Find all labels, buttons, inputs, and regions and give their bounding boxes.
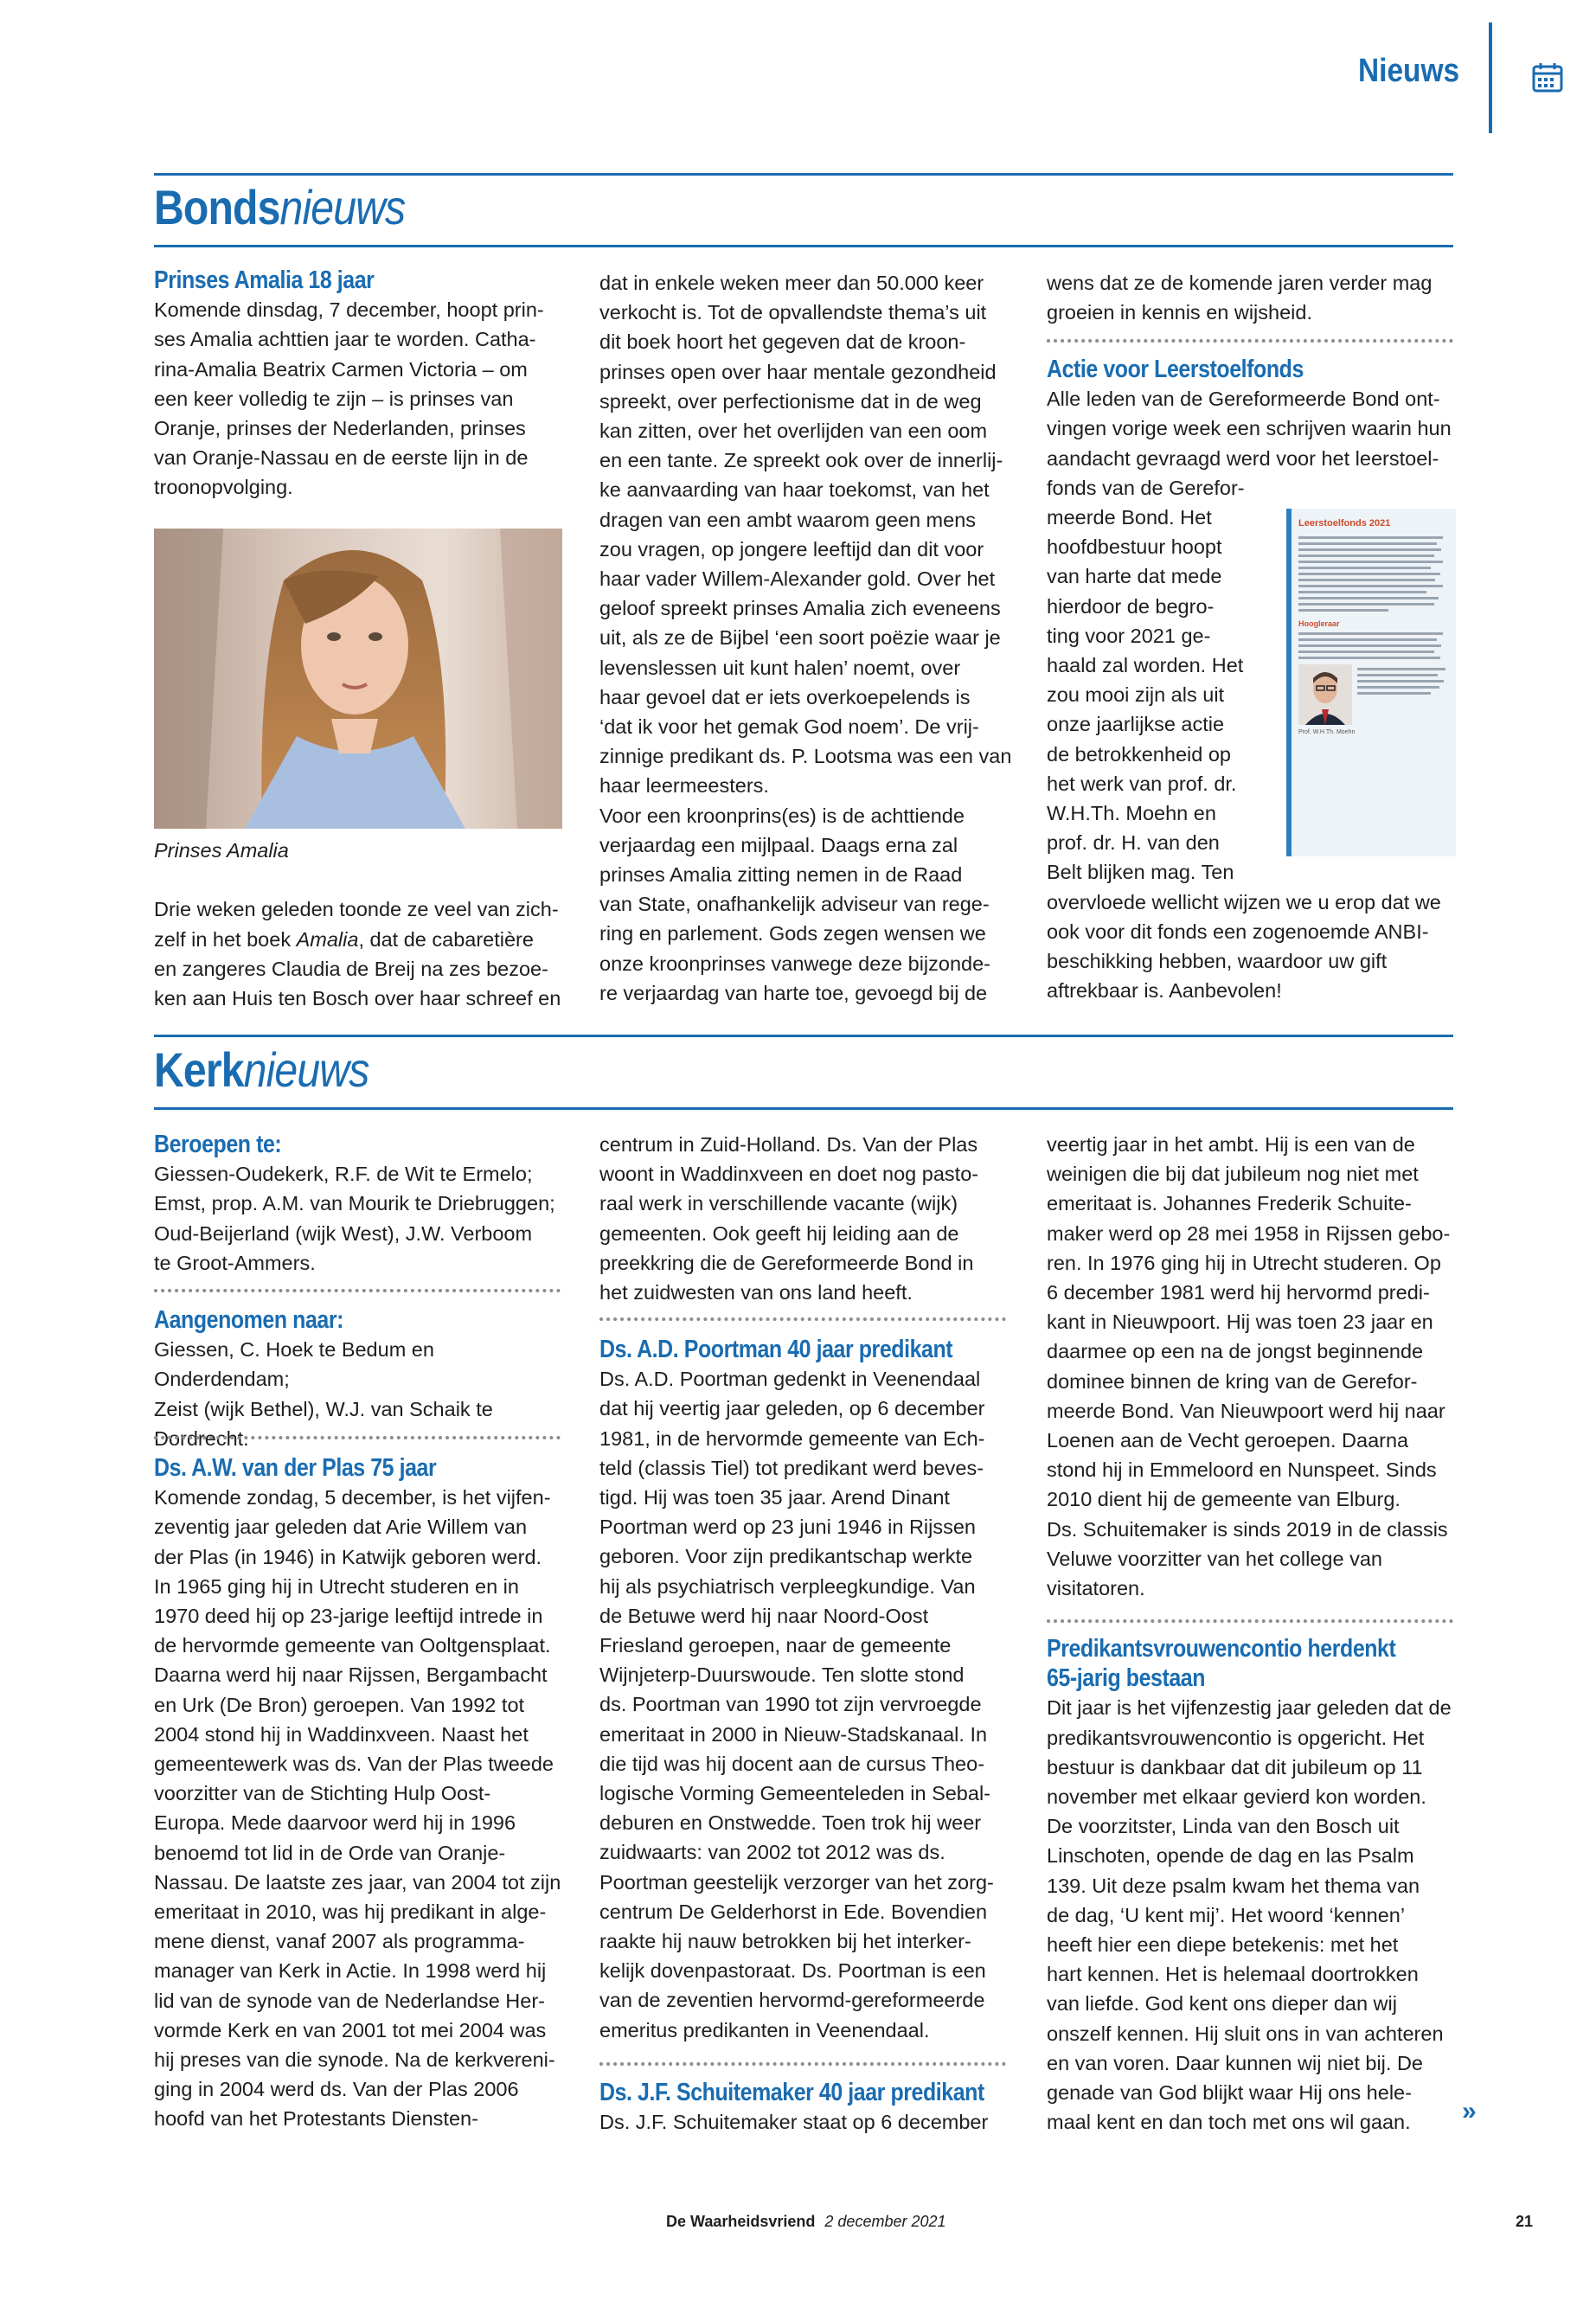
text-line: visitatoren.	[1047, 1577, 1145, 1600]
text-line: emeritaat in 2000 in Nieuw-Stadskanaal. In	[599, 1722, 988, 1746]
text-line: mene dienst, vanaf 2007 als programma-	[154, 1930, 525, 1953]
text-line: gemeenten. Ook geeft hij leiding aan de	[599, 1221, 959, 1245]
text-line: Dit jaar is het vijfenzestig jaar geleden dat de	[1047, 1696, 1452, 1720]
text-line: overvloede wellicht wijzen we u erop dat we	[1047, 890, 1441, 913]
text-line: van State, onafhankelijk adviseur van rege-	[599, 893, 990, 916]
text-line: Zeist (wijk Bethel), W.J. van Schaik te	[154, 1397, 493, 1420]
text-line: Ds. Schuitemaker is sinds 2019 in de classis	[1047, 1517, 1448, 1541]
text-line: rina-Amalia Beatrix Carmen Victoria – om	[154, 357, 528, 381]
text-line: haald zal worden. Het	[1047, 654, 1244, 677]
text-line: 2004 stond hij in Waddinxveen. Naast het	[154, 1722, 529, 1746]
text-line: die tijd was hij docent aan de cursus Theo-	[599, 1752, 985, 1775]
text-line: manager van Kerk in Actie. In 1998 werd hij	[154, 1959, 547, 1983]
text-line: november met elkaar gevierd kon worden.	[1047, 1785, 1426, 1809]
text-line: Voor een kroonprins(es) is de achttiende	[599, 804, 965, 827]
kerk-col-2-schuitemaker	[599, 2078, 1015, 2137]
bondsnieuws-title: Bondsnieuws	[154, 180, 406, 234]
text-line: wens dat ze de komende jaren verder mag	[1047, 272, 1433, 294]
footer	[0, 2210, 1596, 2236]
text-line: raakte hij nauw betrokken bij het interker-	[599, 1930, 971, 1953]
text-line: dominee binnen de kring van de Gerefor-	[1047, 1369, 1418, 1393]
text-line: prof. dr. H. van den	[1047, 831, 1220, 855]
text-line: Emst, prop. A.M. van Mourik te Driebruggen;	[154, 1192, 555, 1215]
vanderplas-heading: Ds. A.W. van der Plas 75 jaar	[154, 1454, 437, 1482]
kerk-col-3-predikantsvrouwen	[1047, 1634, 1458, 2137]
text-line: voorzitter van de Stichting Hulp Oost-	[154, 1782, 491, 1805]
text-line: onze kroonprinses vanwege deze bijzonde-	[599, 952, 991, 975]
text-line: centrum De Gelderhorst in Ede. Bovendien	[599, 1900, 988, 1923]
text-line: ren. In 1976 ging hij in Utrecht studeren. Op	[1047, 1251, 1441, 1274]
text-line: haar leermeesters.	[599, 774, 769, 798]
bonds-col-3	[1047, 268, 1458, 327]
text-line: dit boek hoort het gegeven dat de kroon-	[599, 330, 966, 354]
text-line: het werk van prof. dr.	[1047, 772, 1237, 795]
text-line: lid van de synode van de Nederlandse Her-	[154, 1989, 545, 2012]
separator-dots	[1047, 339, 1453, 343]
text-line: en van voren. Daar kunnen wij niet bij. De	[1047, 2051, 1423, 2074]
text-line: Friesland geroepen, naar de gemeente	[599, 1634, 952, 1657]
text-line: centrum in Zuid-Holland. Ds. Van der Plas	[599, 1133, 978, 1156]
text-line: hoofdbestuur hoopt	[1047, 535, 1222, 559]
text-line: ke aanvaarding van haar toekomst, van het	[599, 478, 990, 502]
text-line: stond hij in Emmeloord en Nunspeet. Sinds	[1047, 1458, 1437, 1482]
page-header	[0, 0, 1596, 138]
section-label: Nieuws	[1358, 53, 1460, 89]
text-line: emeritus predikanten in Veenendaal.	[599, 2018, 930, 2041]
header-divider	[1489, 22, 1492, 133]
text-line: ting voor 2021 ge-	[1047, 624, 1211, 647]
kerk-col-1-aangenomen	[154, 1305, 565, 1453]
kerk-col-3-schuitemaker	[1047, 1130, 1458, 1603]
predikantsvrouwen-heading-1: Predikantsvrouwencontio herdenkt	[1047, 1635, 1396, 1663]
text-line: Europa. Mede daarvoor werd hij in 1996	[154, 1811, 516, 1835]
footer-credit	[666, 2210, 946, 2233]
separator-dots	[599, 1317, 1006, 1321]
text-line: geboren. Voor zijn predikantschap werkte	[599, 1545, 973, 1568]
text-line: prinses Amalia zitting nemen in de Raad	[599, 863, 963, 887]
kerknieuws-title: Kerknieuws	[154, 1042, 369, 1097]
text-line: zinnige predikant ds. P. Lootsma was een van	[599, 745, 1012, 768]
text-line: levenslessen uit kunt halen’ noemt, over	[599, 656, 961, 679]
text-line: 6 december 1981 werd hij hervormd predi-	[1047, 1281, 1430, 1304]
text-line: Drie weken geleden toonde ze veel van zich-	[154, 898, 559, 921]
text-line: beschikking hebben, waardoor uw gift	[1047, 950, 1388, 973]
separator-dots	[1047, 1619, 1453, 1623]
kerknieuws-top-rule	[154, 1035, 1453, 1037]
text-line: maal kent en dan toch met ons wil gaan.	[1047, 2111, 1411, 2134]
text-line: en zangeres Claudia de Breij na zes bezoe-	[154, 957, 548, 980]
separator-dots	[154, 1289, 561, 1292]
text-line: te Groot-Ammers.	[154, 1251, 316, 1274]
text-line: verjaardag een mijlpaal. Daags erna zal	[599, 833, 958, 856]
calendar-icon	[1531, 61, 1564, 93]
text-line: en Urk (De Bron) geroepen. Van 1992 tot	[154, 1693, 525, 1716]
insert-portrait	[1298, 664, 1352, 725]
text-line: Poortman geestelijk verzorger van het zorg-	[599, 1870, 994, 1894]
separator-dots	[154, 1436, 561, 1439]
text-line: Daarna werd hij naar Rijssen, Bergambacht	[154, 1663, 548, 1687]
text-line: ken aan Huis ten Bosch over haar schreef en	[154, 987, 561, 1009]
text-line: Oud-Beijerland (wijk West), J.W. Verboom	[154, 1221, 533, 1245]
text-line: onszelf kennen. Hij sluit ons in van achteren	[1047, 2022, 1444, 2045]
text-line: hoofd van het Protestants Diensten-	[154, 2107, 478, 2131]
insert-subheading: Hoogleraar	[1298, 619, 1340, 628]
text-line: Ds. J.F. Schuitemaker staat op 6 december	[599, 2111, 989, 2134]
text-line: logische Vorming Gemeenteleden in Sebal-	[599, 1782, 990, 1805]
bonds-col-1	[154, 266, 565, 503]
aangenomen-heading: Aangenomen naar:	[154, 1306, 344, 1334]
text-line: 1970 deed hij op 23-jarige leeftijd intrede in	[154, 1605, 543, 1628]
kerk-col-2-poortman	[599, 1335, 1015, 2045]
text-line: ook voor dit fonds een zogenoemde ANBI-	[1047, 920, 1429, 943]
text-line: dragen van een ambt waarom geen mens	[599, 508, 977, 531]
text-line: Poortman werd op 23 juni 1946 in Rijssen	[599, 1516, 977, 1539]
text-line: Giessen, C. Hoek te Bedum en Onderdendam;	[154, 1338, 434, 1391]
text-line: fonds van de Gerefor-	[1047, 476, 1245, 499]
text-line: veertig jaar in het ambt. Hij is een van de	[1047, 1133, 1415, 1156]
continue-marker: »	[1462, 2097, 1477, 2125]
text-line: Dordrecht.	[154, 1426, 249, 1450]
text-line: Loenen aan de Vecht geroepen. Daarna	[1047, 1429, 1409, 1452]
text-line: raal werk in verschillende vacante (wijk)	[599, 1192, 958, 1215]
text-line: heeft hier een diepe betekenis: met het	[1047, 1933, 1399, 1957]
text-line: aandacht gevraagd werd voor het leerstoel-	[1047, 446, 1439, 470]
text-line: Linschoten, opende de dag en las Psalm	[1047, 1844, 1414, 1868]
text-line: van liefde. God kent ons dieper dan wij	[1047, 1992, 1397, 2016]
text-line: Wijnjeterp-Duurswoude. Ten slotte stond	[599, 1663, 965, 1687]
text-line: troonopvolging.	[154, 476, 293, 499]
text-line: groeien in kennis en wijsheid.	[1047, 301, 1312, 324]
text-line: Komende dinsdag, 7 december, hoopt prin-	[154, 298, 544, 322]
text-line: Nassau. De laatste zes jaar, van 2004 tot zijn	[154, 1870, 561, 1894]
insert-body	[1298, 536, 1449, 612]
text-line: een keer volledig te zijn – is prinses van	[154, 387, 514, 410]
text-line: W.H.Th. Moehn en	[1047, 802, 1216, 825]
text-line: zeventig jaar geleden dat Arie Willem van	[154, 1516, 528, 1539]
predikantsvrouwen-heading-2: 65-jarig bestaan	[1047, 1664, 1206, 1693]
kerk-col-2-top	[599, 1130, 1015, 1307]
text-line: ging in 2004 werd ds. Van der Plas 2006	[154, 2078, 519, 2101]
text-line: ds. Poortman van 1990 tot zijn vervroegde	[599, 1693, 982, 1716]
text-line: re verjaardag van harte toe, gevoegd bij de	[599, 981, 988, 1004]
text-line: 139. Uit deze psalm kwam het thema van	[1047, 1874, 1420, 1897]
kerk-col-1-top	[154, 1130, 565, 1278]
text-line: vormde Kerk en van 2001 tot mei 2004 was	[154, 2018, 547, 2041]
text-line: Oranje, prinses der Nederlanden, prinses	[154, 417, 526, 440]
text-line: hart kennen. Het is helemaal doortrokken	[1047, 1963, 1419, 1986]
magazine-name: De Waarheidsvriend	[666, 2213, 816, 2230]
text-line: 2010 dient hij de gemeente van Elburg.	[1047, 1488, 1401, 1511]
bonds-col-1-lower: Prinses Amalia Drie weken geleden toonde ze veel van zich- zelf in het boek Amalia, dat de cabaretière en zangeres Claudia de Breij na zes bezoe- ken aan Huis ten Bosch over haar schreef en	[154, 836, 565, 1013]
kerk-col-1-vanderplas	[154, 1453, 565, 2134]
text-line: de dag, ‘U kent mij’. Het woord ‘kennen’	[1047, 1903, 1406, 1926]
text-line: onze jaarlijkse actie	[1047, 713, 1225, 736]
amalia-photo	[154, 529, 562, 829]
amalia-heading: Prinses Amalia 18 jaar	[154, 266, 375, 294]
page-number: 21	[1516, 2213, 1534, 2230]
leerstoelfonds-insert	[1286, 509, 1456, 856]
text-line: uit, als ze de Bijbel ‘een soort poëzie waar je	[599, 626, 1001, 650]
text-line: Alle leden van de Gereformeerde Bond ont-	[1047, 388, 1440, 411]
text-line: het zuidwesten van ons land heeft.	[599, 1281, 913, 1304]
text-line: geloof spreekt prinses Amalia zich eveneens	[599, 597, 1001, 620]
schuitemaker-heading: Ds. J.F. Schuitemaker 40 jaar predikant	[599, 2079, 984, 2106]
text-line: deburen en Onstwedde. Toen trok hij weer	[599, 1811, 982, 1835]
text-line: emeritaat in 2010, was hij predikant in alge-	[154, 1900, 547, 1924]
text-line: zou mooi zijn als uit	[1047, 683, 1225, 707]
amalia-photo-caption: Prinses Amalia	[154, 839, 289, 862]
text-line: dat hij veertig jaar geleden, op 6 december	[599, 1397, 985, 1420]
text-line: ses Amalia achttien jaar te worden. Catha-	[154, 328, 536, 351]
text-line: daarmee op een na de jongst beginnende	[1047, 1340, 1424, 1363]
text-line: emeritaat is. Johannes Frederik Schuite-	[1047, 1192, 1412, 1215]
text-line: bestuur is dankbaar dat dit jubileum op 11	[1047, 1755, 1423, 1779]
text-line: predikantsvrouwencontio is opgericht. Het	[1047, 1726, 1425, 1749]
text-line: van de zeventien hervormd-gereformeerde	[599, 1989, 985, 2012]
text-line: zuidwaarts: van 2002 tot 2012 was ds.	[599, 1841, 945, 1864]
text-line: spreekt, over perfectionisme dat in de weg	[599, 389, 982, 413]
text-line: preekkring die de Gereformeerde Bond in	[599, 1251, 974, 1274]
text-line: Belt blijken mag. Ten	[1047, 861, 1234, 884]
text-line: kant in Nieuwpoort. Hij was toen 23 jaar en	[1047, 1311, 1433, 1334]
text-line: de betrokkenheid op	[1047, 742, 1231, 766]
text-line: hij als psychiatrisch verpleegkundige. Van	[599, 1574, 976, 1598]
text-line: de hervormde gemeente van Ooltgensplaat.	[154, 1634, 551, 1657]
text-line: zou vragen, op jongere leeftijd dan dit voor	[599, 537, 984, 561]
text-line: teld (classis Tiel) tot predikant werd beves-	[599, 1456, 984, 1479]
text-line: verkocht is. Tot de opvallendste thema’s uit	[599, 301, 987, 324]
text-line: 1981, in de hervormde gemeente van Ech-	[599, 1426, 985, 1450]
text-line: haar vader Willem-Alexander gold. Over het	[599, 567, 996, 591]
text-line: vingen vorige week een schrijven waarin hun	[1047, 417, 1452, 440]
text-line: maker werd op 28 mei 1958 in Rijssen gebo-	[1047, 1221, 1451, 1245]
text-line: hij preses van die synode. Na de kerkvereni-	[154, 2048, 555, 2072]
kerknieuws-bottom-rule	[154, 1107, 1453, 1110]
leerstoel-heading: Actie voor Leerstoelfonds	[1047, 356, 1304, 383]
text-line: dat in enkele weken meer dan 50.000 keer	[599, 272, 984, 294]
insert-photo-caption: Prof. W.H.Th. Moehn	[1298, 729, 1356, 735]
beroepen-heading: Beroepen te:	[154, 1131, 282, 1158]
poortman-heading: Ds. A.D. Poortman 40 jaar predikant	[599, 1336, 953, 1363]
text-line: meerde Bond. Het	[1047, 506, 1212, 529]
text-line: gemeentewerk was ds. Van der Plas tweede	[154, 1753, 554, 1776]
text-line: kelijk dovenpastoraat. Ds. Poortman is een	[599, 1959, 986, 1983]
text-line: Giessen-Oudekerk, R.F. de Wit te Ermelo;	[154, 1163, 533, 1186]
text-line: prinses open over haar mentale gezondheid	[599, 360, 997, 383]
insert-title: Leerstoelfonds 2021	[1298, 518, 1391, 529]
text-line: ‘dat ik voor het gemak God noem’. De vrij-	[599, 715, 979, 739]
text-line: meerde Bond. Van Nieuwpoort werd hij naar	[1047, 1399, 1445, 1422]
text-line: ring en parlement. Gods zegen wensen we	[599, 922, 986, 945]
text-line: haar gevoel dat er iets overkoepelends is	[599, 685, 971, 708]
text-line: benoemd tot lid in de Orde van Oranje-	[154, 1841, 506, 1864]
bondsnieuws-bottom-rule	[154, 245, 1453, 247]
issue-date: 2 december 2021	[824, 2213, 946, 2230]
bonds-col-2	[599, 268, 1015, 1008]
text-line: Komende zondag, 5 december, is het vijfen-	[154, 1486, 551, 1509]
text-line: de Betuwe werd hij naar Noord-Oost	[599, 1604, 929, 1627]
text-line: van harte dat mede	[1047, 565, 1222, 588]
text-line: der Plas (in 1946) in Katwijk geboren werd.	[154, 1545, 542, 1568]
bondsnieuws-top-rule	[154, 173, 1453, 176]
text-line: tigd. Hij was toen 35 jaar. Arend Dinant	[599, 1486, 950, 1509]
separator-dots	[599, 2062, 1006, 2066]
text-line: De voorzitster, Linda van den Bosch uit	[1047, 1815, 1400, 1838]
text-line: aftrekbaar is. Aanbevolen!	[1047, 979, 1282, 1003]
text-line: hierdoor de begro-	[1047, 594, 1215, 618]
text-line: van Oranje-Nassau en de eerste lijn in de	[154, 446, 529, 470]
text-line: genade van God blijkt waar Hij ons hele-	[1047, 2081, 1412, 2105]
text-line: weinigen die bij dat jubileum nog niet met	[1047, 1163, 1419, 1186]
text-line: kan zitten, over het overlijden van een oom	[599, 420, 988, 443]
text-line: Ds. A.D. Poortman gedenkt in Veenendaal	[599, 1368, 981, 1391]
text-line: woont in Waddinxveen en doet nog pasto-	[599, 1163, 979, 1186]
text-line: Veluwe voorzitter van het college van	[1047, 1547, 1382, 1570]
text-line: In 1965 ging hij in Utrecht studeren en in	[154, 1574, 519, 1598]
text-line: en een tante. Ze spreekt ook over de innerlij-	[599, 449, 1003, 472]
